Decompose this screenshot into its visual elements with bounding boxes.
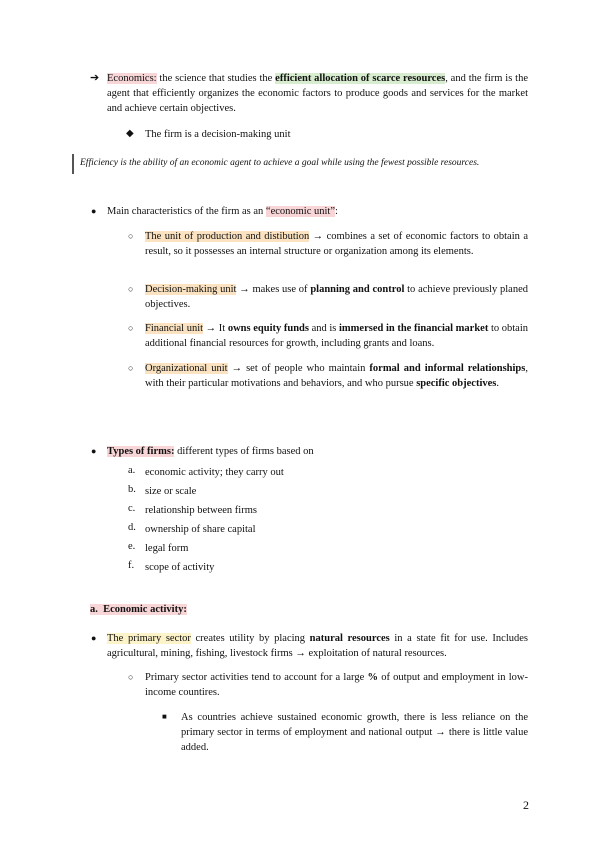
quote-bar <box>72 154 74 174</box>
intro-sub-point: The firm is a decision-making unit <box>145 129 291 140</box>
primary-sub-point: Primary sector activities tend to account for a large % of output and employment in low-income countires. <box>145 672 528 698</box>
efficient-allocation-bold: efficient allocation of scarce resources <box>275 73 446 84</box>
types-item: legal form <box>145 543 189 554</box>
char-item-financial: Financial unit → It owns equity funds and is immersed in the financial market to obtain additional financial resources for growth, including grants and loans. <box>145 323 528 349</box>
types-item: size or scale <box>145 486 197 497</box>
char-item-production: The unit of production and distibution → combines a set of economic factors to obtain a result, so it possesses an internal structure or organization among its elements. <box>145 231 528 257</box>
round-bullet-icon: ● <box>91 633 97 643</box>
types-item: relationship between firms <box>145 505 257 516</box>
arrow-bullet-icon: ➔ <box>90 72 100 84</box>
characteristics-lead: Main characteristics of the firm as an “economic unit”: <box>107 206 338 217</box>
circle-bullet-icon: ○ <box>128 672 134 682</box>
document-page: ➔ Economics: the science that studies the efficient allocation of scarce resources, and the firm is the agent that efficiently organizes the economic factors to produce goods and services for the market and achieve certain objectives. ◆ The firm is a decision-making unit Efficiency is the ability of an economic agent to achieve a goal while using the fewest possible resources. ● Main characteristics of the firm as an “economic unit”: ○ The unit of production and distibution → combines a set of economic factors to obtain a result, so it possesses an internal structure or organization among its elements. ○ Decision-making unit → makes use of planning and control to achieve previously planed objectives. ○ Financial unit → It owns equity funds and is immersed in the financial market to obtain additional financial resources for growth, including grants and loans. ○ Organizational unit → set of people who maintain formal and informal relationships, with their particular motivations and behaviors, and who pursue specific objectives. ● Types of firms: different types of firms based on a. economic activity; they carry out b. size or scale c. relationship between firms d. ownership of share capital e. legal form f. scope of activity a. Economic activity: ● The primary sector creates utility by placing natural resources in a state fit for use. Includes agricultural, mining, fishing, livestock firms → exploitation of natural resources. ○ Primary sector activities tend to account for a large % of output and employment in low-income countires. ■ As countries achieve sustained economic growth, there is less reliance on the primary sector in terms of employment and national output → there is little value added. 2 <box>0 0 600 848</box>
circle-bullet-icon: ○ <box>128 284 134 294</box>
square-bullet-icon: ■ <box>162 712 167 721</box>
page-number: 2 <box>523 798 529 812</box>
circle-bullet-icon: ○ <box>128 363 134 373</box>
primary-sub-sub-point: As countries achieve sustained economic growth, there is less reliance on the primary sector in terms of employment and national output → there is little value added. <box>181 712 528 753</box>
primary-sector-paragraph: The primary sector creates utility by placing natural resources in a state fit for use. Includes agricultural, mining, fishing, livestock firms → exploitation of natural resources. <box>107 633 528 659</box>
round-bullet-icon: ● <box>91 206 97 216</box>
char-item-organizational: Organizational unit → set of people who maintain formal and informal relationships, with their particular motivations and behaviors, and who pursue specific objectives. <box>145 363 528 389</box>
diamond-bullet-icon: ◆ <box>126 128 134 139</box>
round-bullet-icon: ● <box>91 446 97 456</box>
efficiency-quote: Efficiency is the ability of an economic agent to achieve a goal while using the fewest possible resources. <box>80 158 480 168</box>
circle-bullet-icon: ○ <box>128 323 134 333</box>
types-item: economic activity; they carry out <box>145 467 284 478</box>
section-a-heading: a. Economic activity: <box>90 604 187 615</box>
types-item: scope of activity <box>145 562 215 573</box>
economics-term: Economics: <box>107 73 157 84</box>
types-heading: Types of firms: different types of firms based on <box>107 446 314 457</box>
circle-bullet-icon: ○ <box>128 231 134 241</box>
char-item-decision: Decision-making unit → makes use of planning and control to achieve previously planed objectives. <box>145 284 528 310</box>
types-item: ownership of share capital <box>145 524 256 535</box>
intro-paragraph: Economics: the science that studies the efficient allocation of scarce resources, and the firm is the agent that efficiently organizes the economic factors to produce goods and services for the market and achieve certain objectives. <box>107 73 528 114</box>
